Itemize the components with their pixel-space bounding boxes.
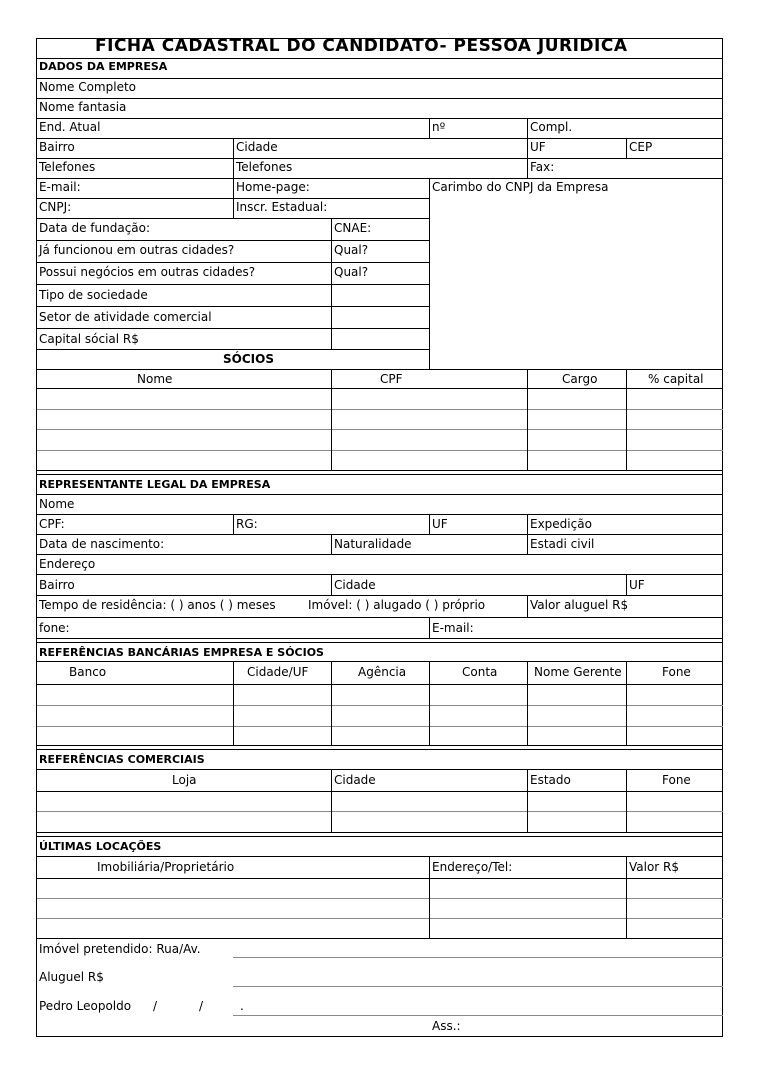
rule xyxy=(37,474,723,475)
rule xyxy=(37,388,723,389)
date-dot: . xyxy=(240,999,244,1013)
col-banco-fone: Fone xyxy=(662,665,691,679)
rule xyxy=(37,574,723,575)
section-ultimas-locacoes: ÚLTIMAS LOCAÇÕES xyxy=(39,840,162,853)
date-slash-1: / xyxy=(153,999,158,1013)
rule xyxy=(527,118,528,178)
rule xyxy=(429,118,430,138)
rule xyxy=(233,957,723,958)
label-uf: UF xyxy=(530,140,546,154)
rule xyxy=(331,534,332,554)
col-socios-nome: Nome xyxy=(137,372,173,386)
rule xyxy=(37,918,723,919)
rule xyxy=(429,514,430,534)
label-assinatura: Ass.: xyxy=(432,1019,461,1033)
label-tipo-sociedade: Tipo de sociedade xyxy=(39,288,148,302)
col-agencia: Agência xyxy=(358,665,407,679)
label-valor-aluguel: Valor aluguel R$ xyxy=(530,598,629,612)
rule xyxy=(37,617,723,618)
date-slash-2: / xyxy=(199,999,204,1013)
rule xyxy=(37,328,429,329)
rule xyxy=(429,617,430,638)
rule xyxy=(37,749,723,750)
label-rep-nome: Nome xyxy=(39,497,75,511)
rule xyxy=(37,218,429,219)
rule xyxy=(37,494,723,495)
rule xyxy=(37,262,429,263)
rule xyxy=(626,661,627,745)
rule xyxy=(527,595,528,617)
col-nome-gerente: Nome Gerente xyxy=(534,665,622,679)
rule xyxy=(626,769,627,832)
form-sheet xyxy=(36,38,723,1037)
label-cnae: CNAE: xyxy=(334,221,372,235)
rule xyxy=(37,514,723,515)
label-data-fundacao: Data de fundação: xyxy=(39,221,151,235)
label-rep-uf: UF xyxy=(432,517,448,531)
rule xyxy=(429,178,430,369)
section-dados-empresa: DADOS DA EMPRESA xyxy=(39,60,168,73)
label-rep-endereco: Endereço xyxy=(39,557,96,571)
rule xyxy=(233,514,234,534)
label-rep-email: E-mail: xyxy=(432,621,474,635)
rule xyxy=(331,369,332,470)
rule xyxy=(37,856,723,857)
form-title: FICHA CADASTRAL DO CANDIDATO- PESSOA JURIDICA xyxy=(95,36,628,56)
label-fax: Fax: xyxy=(530,160,555,174)
label-rep-naturalidade: Naturalidade xyxy=(334,537,412,551)
label-aluguel: Aluguel R$ xyxy=(39,970,104,984)
col-endereco-tel: Endereço/Tel: xyxy=(432,860,513,874)
rule xyxy=(37,369,723,370)
label-funcionou-outras-cidades: Já funcionou em outras cidades? xyxy=(39,243,235,257)
section-referencias-bancarias: REFERÊNCIAS BANCÁRIAS EMPRESA E SÓCIOS xyxy=(39,646,324,659)
label-nome-completo: Nome Completo xyxy=(39,80,136,94)
label-email: E-mail: xyxy=(39,180,81,194)
rule xyxy=(37,791,723,792)
rule xyxy=(429,661,430,745)
label-bairro: Bairro xyxy=(39,140,75,154)
label-rep-cidade: Cidade xyxy=(334,578,376,592)
label-imovel-pretendido: Imóvel pretendido: Rua/Av. xyxy=(39,942,201,956)
rule xyxy=(331,769,332,832)
rule xyxy=(37,58,723,59)
label-rep-cpf: CPF: xyxy=(39,517,65,531)
rule xyxy=(37,98,723,99)
rule xyxy=(37,638,723,639)
rule xyxy=(626,856,627,938)
rule xyxy=(626,138,627,158)
rule xyxy=(331,218,332,349)
label-compl: Compl. xyxy=(530,120,573,134)
rule xyxy=(37,78,723,79)
label-local-data: Pedro Leopoldo xyxy=(39,999,132,1013)
label-cep: CEP xyxy=(629,140,653,154)
rule xyxy=(527,514,528,554)
label-qual-2: Qual? xyxy=(334,265,369,279)
section-representante-legal: REPRESENTANTE LEGAL DA EMPRESA xyxy=(39,478,271,491)
col-socios-cargo: Cargo xyxy=(562,372,598,386)
label-rep-expedicao: Expedição xyxy=(530,517,592,531)
label-capital-social: Capital sócial R$ xyxy=(39,332,139,346)
label-rep-fone: fone: xyxy=(39,621,70,635)
label-cidade: Cidade xyxy=(236,140,278,154)
rule xyxy=(37,138,723,139)
rule xyxy=(37,554,723,555)
rule xyxy=(37,769,723,770)
label-rep-nascimento: Data de nascimento: xyxy=(39,537,165,551)
rule xyxy=(233,138,234,218)
rule xyxy=(37,661,723,662)
rule xyxy=(37,240,429,241)
rule xyxy=(37,705,723,706)
rule xyxy=(37,832,723,833)
section-socios: SÓCIOS xyxy=(223,352,274,366)
rule xyxy=(37,158,723,159)
rule xyxy=(331,574,332,595)
label-telefones-2: Telefones xyxy=(236,160,293,174)
col-socios-cpf: CPF xyxy=(380,372,403,386)
col-com-estado: Estado xyxy=(530,773,571,787)
col-socios-capital: % capital xyxy=(648,372,704,386)
rule xyxy=(37,470,723,471)
label-end-atual: End. Atual xyxy=(39,120,101,134)
rule xyxy=(37,595,723,596)
label-rep-bairro: Bairro xyxy=(39,578,75,592)
rule xyxy=(37,349,429,350)
col-imobiliaria: Imobiliária/Proprietário xyxy=(97,860,235,874)
label-nome-fantasia: Nome fantasia xyxy=(39,100,127,114)
rule xyxy=(37,836,723,837)
col-com-cidade: Cidade xyxy=(334,773,376,787)
col-valor: Valor R$ xyxy=(629,860,680,874)
section-referencias-comerciais: REFERÊNCIAS COMERCIAIS xyxy=(39,753,205,766)
rule xyxy=(37,306,429,307)
label-cnpj: CNPJ: xyxy=(39,200,72,214)
rule xyxy=(37,878,723,879)
rule xyxy=(37,898,723,899)
rule xyxy=(233,1015,723,1016)
rule xyxy=(37,450,723,451)
col-loja: Loja xyxy=(172,773,197,787)
rule xyxy=(37,178,723,179)
col-com-fone: Fone xyxy=(662,773,691,787)
rule xyxy=(37,534,723,535)
rule xyxy=(527,369,528,470)
rule xyxy=(429,856,430,938)
label-rep-estado-civil: Estadi civil xyxy=(530,537,595,551)
rule xyxy=(37,745,723,746)
label-homepage: Home-page: xyxy=(236,180,310,194)
rule xyxy=(37,642,723,643)
rule xyxy=(527,661,528,745)
col-banco: Banco xyxy=(69,665,107,679)
rule xyxy=(233,986,723,987)
rule xyxy=(331,661,332,745)
label-numero: nº xyxy=(432,120,446,134)
label-telefones-1: Telefones xyxy=(39,160,96,174)
rule xyxy=(233,661,234,745)
rule xyxy=(37,811,723,812)
label-inscr-estadual: Inscr. Estadual: xyxy=(236,200,328,214)
rule xyxy=(37,409,723,410)
label-rep-uf-2: UF xyxy=(629,578,645,592)
rule xyxy=(527,769,528,832)
rule xyxy=(37,938,723,939)
rule xyxy=(37,284,429,285)
rule xyxy=(626,369,627,470)
label-qual-1: Qual? xyxy=(334,243,369,257)
rule xyxy=(626,574,627,595)
label-rep-rg: RG: xyxy=(236,517,258,531)
label-tempo-residencia: Tempo de residência: ( ) anos ( ) meses xyxy=(39,598,276,612)
rule xyxy=(37,118,723,119)
rule xyxy=(37,684,723,685)
col-cidade-uf: Cidade/UF xyxy=(247,665,309,679)
rule xyxy=(37,726,723,727)
col-conta: Conta xyxy=(462,665,498,679)
rule xyxy=(37,429,723,430)
label-carimbo-cnpj: Carimbo do CNPJ da Empresa xyxy=(432,180,609,194)
label-negocios-outras-cidades: Possui negócios em outras cidades? xyxy=(39,265,256,279)
label-setor-atividade: Setor de atividade comercial xyxy=(39,310,212,324)
label-imovel-tipo: Imóvel: ( ) alugado ( ) próprio xyxy=(308,598,486,612)
